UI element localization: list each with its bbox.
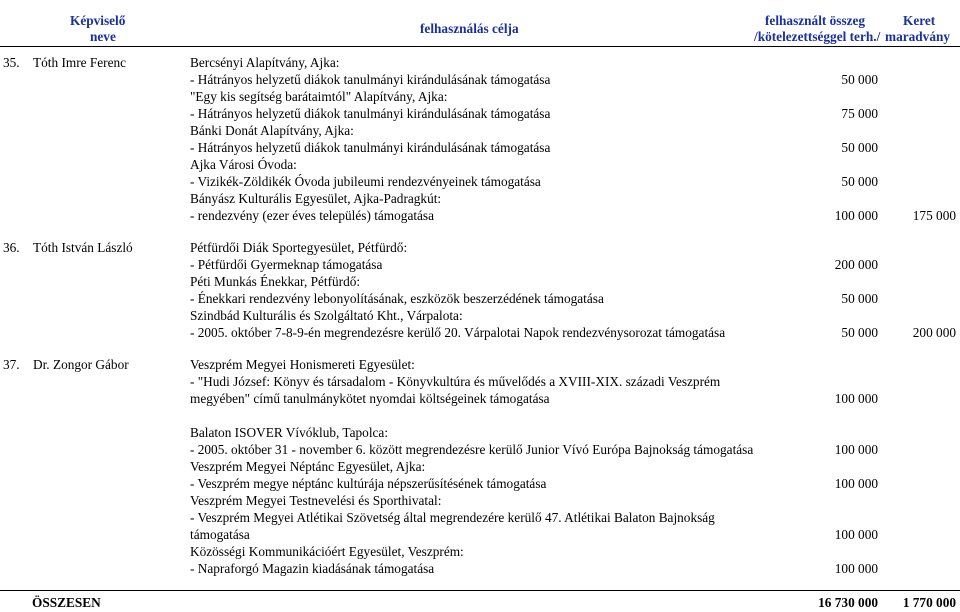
header-remaining-line1: Keret xyxy=(903,13,936,28)
entry-number: 35. xyxy=(3,55,20,70)
purpose-line: megyében" című tanulmánykötet nyomdai költségeinek támogatása xyxy=(190,391,550,406)
amount-value: 100 000 xyxy=(834,561,878,576)
header-divider xyxy=(0,46,960,47)
amount-value: 50 000 xyxy=(841,72,878,87)
header-purpose: felhasználás célja xyxy=(420,21,519,36)
purpose-line: "Egy kis segítség barátaimtól" Alapítvány, Ajka: xyxy=(190,89,448,104)
amount-value: 50 000 xyxy=(841,174,878,189)
amount-value: 100 000 xyxy=(834,527,878,542)
purpose-line: Veszprém Megyei Testnevelési és Sporthivatal: xyxy=(190,493,442,508)
total-divider xyxy=(0,590,960,591)
entry-number: 37. xyxy=(3,357,20,372)
purpose-line: Közösségi Kommunikációért Egyesület, Veszprém: xyxy=(190,544,464,559)
representative-name: Tóth István László xyxy=(33,240,133,255)
remaining-value: 175 000 xyxy=(912,208,956,223)
purpose-line: Bercsényi Alapítvány, Ajka: xyxy=(190,55,340,70)
purpose-line: - rendezvény (ezer éves település) támogatása xyxy=(190,208,435,223)
purpose-line: támogatása xyxy=(190,527,250,542)
amount-value: 100 000 xyxy=(834,476,878,491)
representative-name: Dr. Zongor Gábor xyxy=(33,357,129,372)
amount-value: 100 000 xyxy=(834,391,878,406)
header-amount-line2: /kötelezettséggel terh./ xyxy=(754,29,881,44)
amount-value: 100 000 xyxy=(834,208,878,223)
purpose-line: - Énekkari rendezvény lebonyolításának, eszközök beszerzédének támogatása xyxy=(190,291,604,306)
purpose-line: - 2005. október 31 - november 6. között megrendezésre kerülő Junior Vívó Európa Bajnokság támogatása xyxy=(190,442,754,457)
total-remaining: 1 770 000 xyxy=(902,595,956,610)
header-amount-line1: felhasznált összeg xyxy=(765,13,866,28)
representative-name: Tóth Imre Ferenc xyxy=(33,55,127,70)
purpose-line: - Vizikék-Zöldikék Óvoda jubileumi rendezvényeinek támogatása xyxy=(190,174,541,189)
amount-value: 100 000 xyxy=(834,442,878,457)
purpose-line: - Hátrányos helyzetű diákok tanulmányi kirándulásának támogatása xyxy=(190,140,551,155)
purpose-line: Péti Munkás Énekkar, Pétfürdő: xyxy=(190,274,361,289)
purpose-line: Bányász Kulturális Egyesület, Ajka-Padragkút: xyxy=(190,191,442,206)
purpose-line: - Napraforgó Magazin kiadásának támogatása xyxy=(190,561,435,576)
purpose-line: - Hátrányos helyzetű diákok tanulmányi kirándulásának támogatása xyxy=(190,72,551,87)
amount-value: 50 000 xyxy=(841,291,878,306)
header-remaining-line2: maradvány xyxy=(885,29,951,44)
remaining-value: 200 000 xyxy=(912,325,956,340)
purpose-line: - "Hudi József: Könyv és társadalom - Könyvkultúra és művelődés a XVIII-XIX. századi Veszprém xyxy=(190,374,721,389)
purpose-line: - Veszprém Megyei Atlétikai Szövetség által megrendezére kerülő 47. Atlétikai Balaton Bajnokság xyxy=(190,510,715,525)
header-name-line1: Képviselő xyxy=(70,13,126,28)
purpose-line: Veszprém Megyei Honismereti Egyesület: xyxy=(190,357,415,372)
purpose-line: Bánki Donát Alapítvány, Ajka: xyxy=(190,123,354,138)
header-name-line2: neve xyxy=(90,29,116,44)
purpose-line: Balaton ISOVER Vívóklub, Tapolca: xyxy=(190,425,389,440)
purpose-line: - 2005. október 7-8-9-én megrendezésre kerülő 20. Várpalotai Napok rendezvénysorozat támogatása xyxy=(190,325,726,340)
purpose-line: Veszprém Megyei Néptánc Egyesület, Ajka: xyxy=(190,459,426,474)
purpose-line: - Hátrányos helyzetű diákok tanulmányi kirándulásának támogatása xyxy=(190,106,551,121)
purpose-line: Szindbád Kulturális és Szolgáltató Kht., Várpalota: xyxy=(190,308,463,323)
purpose-line: Pétfürdői Diák Sportegyesület, Pétfürdő: xyxy=(190,240,408,255)
purpose-line: - Veszprém megye néptánc kultúrája népszerűsítésének támogatása xyxy=(190,476,547,491)
amount-value: 50 000 xyxy=(841,325,878,340)
amount-value: 200 000 xyxy=(834,257,878,272)
purpose-line: Ajka Városi Óvoda: xyxy=(190,157,297,172)
amount-value: 75 000 xyxy=(841,106,878,121)
amount-value: 50 000 xyxy=(841,140,878,155)
total-label: ÖSSZESEN xyxy=(32,595,101,610)
entry-number: 36. xyxy=(3,240,20,255)
total-amount: 16 730 000 xyxy=(818,595,878,610)
purpose-line: - Pétfürdői Gyermeknap támogatása xyxy=(190,257,383,272)
